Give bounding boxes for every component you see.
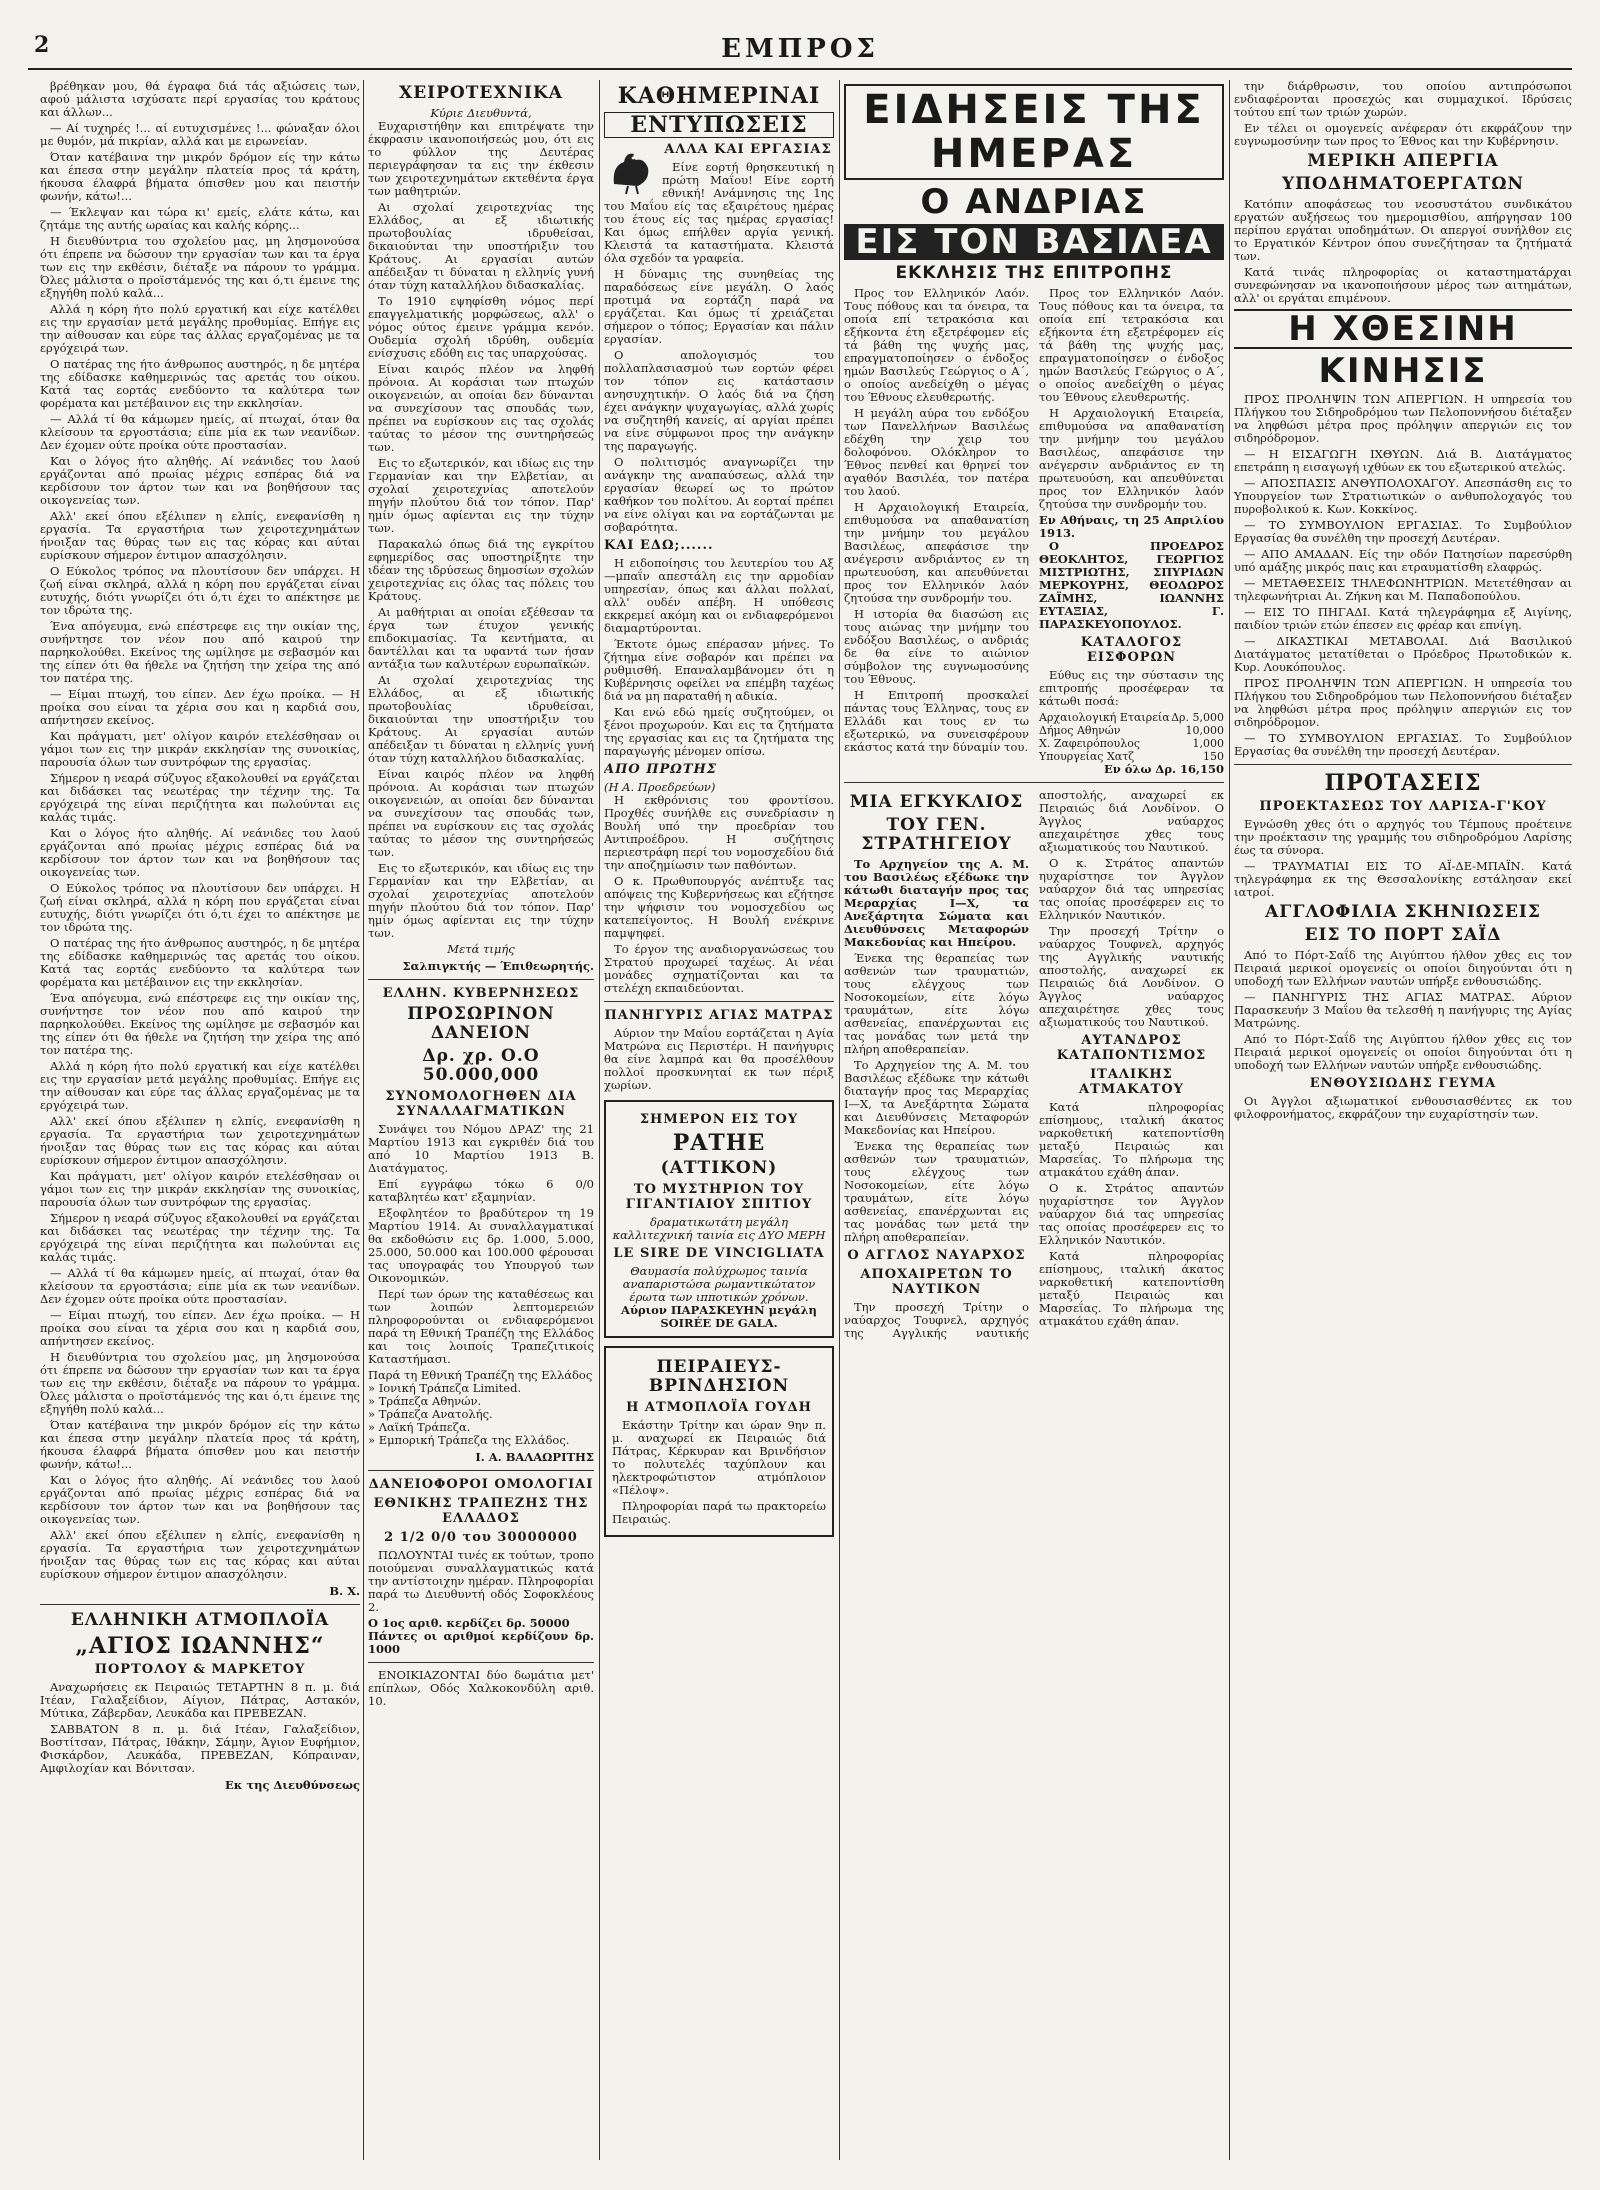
section-heading: ΚΑΘΗΜΕΡΙΝΑΙ (617, 83, 821, 109)
column-rule (599, 80, 600, 2160)
paragraph: Από το Πόρτ-Σαΐδ της Αιγύπτου ήλθον χθες εις τον Πειραιά μερικοί ομογενείς οι οποίοι διηγούνται ότι η υποδοχή των Ελλήνων ναυτών υπήρξε ενθουσιώδης. (1234, 1032, 1572, 1072)
paragraph: Ο απολογισμός του πολλαπλασιασμού των εορτών φέρει τον τόπον εις κατάστασιν ανησυχητικήν. Ο λαός διά να ζήση έχει ανάγκην ψυχαγωγίας, αλλά χωρίς να συζητηθή κανείς, αί αργίαι πρέπει να είνε σύμφωνοι προς την ανάγκην της παραγωγής. (604, 348, 834, 453)
paragraph: Και ο λόγος ήτο αληθής. Αί νεάνιδες του λαού εργάζονται από πρωίας μέχρις εσπέρας διά να κερδίσουν τον άρτον των και να βοηθήσουν τας οικογενείας των. (40, 826, 360, 879)
paragraph: την διάρθρωσιν, του οποίου αντιπρόσωποι ενδιαφέρονται προσεχώς και συμμαχικοί. Ιδρύσεις τούτου επί των τριών χωρών. (1234, 80, 1572, 119)
ad-heading: ΕΛΛΗΝΙΚΗ ΑΤΜΟΠΛΟΪΑ (70, 1610, 330, 1630)
ad-text: Περί των όρων της καταθέσεως και των λοιπών λεπτομερειών πληροφορούνται οι ενδιαφερόμενοι παρά τη Εθνική Τραπέζη της Ελλάδος και τοις λοιποίς Τραπεζιτικοίς Καταστήμασι. (368, 1287, 594, 1366)
paragraph: Το έργον της αναδιοργανώσεως του Στρατού προχωρεί ταχέως. Αι νέαι μονάδες σχηματίζονται και τα στελέχη εκπαιδεύονται. (604, 942, 834, 995)
paragraph: Η εκθρόνισις του φροντίσου. Προχθές συνήλθε εις συνεδρίασιν η Βουλή υπό την προεδρίαν του Αντιπροέδρου. Η συζήτησις περιεστράφη περί του νομοσχεδίου διά την αποζημίωσιν των παθόντων. (604, 793, 834, 872)
paragraph: Κατά τινάς πληροφορίας οι καταστηματάρχαι συνεφώνησαν να ικανοποιήσουν μέρος των αιτημάτων, αλλ' οι εργάται επιμένουν. (1234, 265, 1572, 305)
ad-text: Πληροφορίαι παρά τω πρακτορείω Πειραιώς. (612, 1499, 826, 1526)
list-item: Δήμος Αθηνών 10,000 (1039, 724, 1224, 737)
article-heading: ΑΠΟ ΠΡΩΤΗΣ (604, 762, 717, 777)
paragraph: Αύριον την Μαΐου εορτάζεται η Αγία Ματρώνα εις Περιστέρι. Η πανήγυρις θα είνε λαμπρά και θα προσέλθουν πολλοί προσκυνηταί εκ των πέριξ χωρίων. (604, 1026, 834, 1092)
ad-list-item: Παρά τη Εθνική Τραπέζη της Ελλάδος (368, 1368, 593, 1382)
cinema-ad (604, 1100, 834, 1338)
divider (368, 1470, 594, 1471)
paragraph: Από το Πόρτ-Σαΐδ της Αιγύπτου ήλθον χθες εις τον Πειραιά μερικοί ομογενείς οι οποίοι διηγούνται ότι η υποδοχή των Ελλήνων ναυτών υπήρξε ενθουσιώδης. (1234, 948, 1572, 988)
article-heading: ΜΙΑ ΕΓΚΥΚΛΙΟΣ (849, 792, 1024, 812)
paragraph: — Αλλά τί θα κάμωμεν ημείς, αί πτωχαί, όταν θα κλείσουν τα εργοστάσια; είπε μία εκ των νεανίδων. Δεν έχομεν ούτε προίκα ούτε προστασίαν. (40, 412, 360, 452)
ad-text: ΕΝΟΙΚΙΑΖΟΝΤΑΙ δύο δωμάτια μετ' επίπλων, Οδός Χαλκοκονδύλη αριθ. 10. (368, 1668, 594, 1708)
article-heading: ΑΥΤΑΝΔΡΟΣ ΚΑΤΑΠΟΝΤΙΣΜΟΣ (1056, 1033, 1207, 1063)
date-line: Εν Αθήναις, τη 25 Απριλίου 1913. (1039, 513, 1224, 540)
ad-subheading: ΣΥΝΟΜΟΛΟΓΗΘΕΝ ΔΙΑ ΣΥΝΑΛΛΑΓΜΑΤΙΚΩΝ (385, 1089, 577, 1119)
ad-subheading: LE SIRE DE VINCIGLIATA (613, 1246, 825, 1261)
paragraph: Είνε εορτή θρησκευτική η πρώτη Μαΐου! Είνε εορτή εθνική! Ανάμνησις της 1ης του Μαΐου είς τας εξαιρέτους ημέρας του έτους είς τας ημέρας εργασίας! Και όμως επήλθεν αργία γενική. Κλειστά τα καταστήματα. Κλειστά όλα σχεδόν τα γραφεία. (604, 160, 834, 265)
ad-text: δραματικωτάτη μεγάλη καλλιτεχνική ταινία εις ΔΥΟ ΜΕΡΗ (612, 1215, 826, 1242)
paragraph: Ο Εύκολος τρόπος να πλουτίσουν δεν υπάρχει. Η ζωή είναι σκληρά, αλλά η κόρη που εργάζεται είναι ευτυχής, διότι γνωρίζει ότι ό,τι έχει το απέκτησε με τον ιδρώτα της. (40, 564, 360, 617)
paragraph: Η διευθύντρια του σχολείου μας, μη λησμονούσα ότι έπρεπε να δώσουν την εργασίαν των και τα έργα των εις την εκθέσιν, διέταξε να πάρουν το γράμμα. Όλες μάλιστα ο προϊστάμενός της και ό,τι έμεινε της εξηγήθη πολύ καλά... (40, 234, 360, 300)
column-rule (363, 80, 364, 2160)
article-heading: ΠΑΝΗΓΥΡΙΣ ΑΓΙΑΣ ΜΑΤΡΑΣ (604, 1008, 834, 1023)
headline: Ο ΑΝΔΡΙΑΣ (920, 182, 1148, 222)
article-heading: ΕΝΘΟΥΣΙΩΔΗΣ ΓΕΥΜΑ (1309, 1076, 1497, 1091)
section-heading: Η ΧΘΕΣΙΝΗ (1234, 309, 1572, 349)
divider (1234, 764, 1572, 765)
paragraph: Παρακαλώ όπως διά της εγκρίτου εφημερίδος σας υποστηρίξητε την ιδέαν της ιδρύσεως δημοσίων σχολών χειροτεχνίας εις όλας τας πόλεις του Κράτους. (368, 537, 594, 603)
article-heading: ΑΠΟΧΑΙΡΕΤΩΝ ΤΟ ΝΑΥΤΙΚΟΝ (860, 1267, 1013, 1297)
paragraph: Προς τον Ελληνικόν Λαόν. Τους πόθους και τα όνειρα, τα οποία επί τετρακόσια και εξήκοντα έτη εξετρέφομεν είς τά βάθη της ψυχής μας, επραγματοποίησεν ο ένδοξος ημών Βασιλεύς Γεώργιος ο Α΄, ο οποίος ανεδείχθη ο μέγας του Έθνους ελευθερωτής. (1039, 286, 1224, 404)
ad-subheading: ΕΘΝΙΚΗΣ ΤΡΑΠΕΖΗΣ ΤΗΣ ΕΛΛΑΔΟΣ (373, 1496, 589, 1526)
page-number: 2 (34, 32, 50, 58)
ad-heading: ΕΛΛΗΝ. ΚΥΒΕΡΝΗΣΕΩΣ (382, 986, 580, 1001)
article-body (844, 789, 1224, 1340)
ad-text: Επί εγγράφω τόκω 6 0/0 καταβλητέω κατ' εξαμηνίαν. (368, 1177, 594, 1204)
paragraph: Αλλ' εκεί όπου εξέλιπεν η ελπίς, ενεφανίσθη η εργασία. Τα εργαστήρια των χειροτεχνημάτων ήνοιξαν τας θύρας των εις τας κόρας και αύται ευρίσκουν σήμερον έντιμον απασχόλησιν. (40, 509, 360, 562)
paragraph: Και ο λόγος ήτο αληθής. Αί νεάνιδες του λαού εργάζονται από πρωίας μέχρις εσπέρας διά να κερδίσουν τον άρτον των και να βοηθήσουν τας οικογενείας των. (40, 454, 360, 507)
paragraph: Εύθυς εις την σύστασιν της επιτροπής προσέφεραν τα κάτωθι ποσά: (1039, 668, 1224, 708)
shipping-ad (604, 1346, 834, 1537)
masthead (28, 28, 1572, 70)
article-heading: ΤΟΥ ΓΕΝ. ΣΤΡΑΤΗΓΕΙΟΥ (861, 815, 1012, 854)
paragraph: Εις το εξωτερικόν, και ιδίως εις την Γερμανίαν και την Ελβετίαν, αι σχολαί χειροτεχνίας αποτελούν πηγήν πλούτου διά τον τόπον. Παρ' ημίν όμως αφίενται εις την τύχην των. (368, 456, 594, 535)
paragraph: Εγνώσθη χθες ότι ο αρχηγός του Τέμπους προέτεινε την προέκτασιν της γραμμής του σιδηροδρόμου Λαρίσης έως τα σύνορα. (1234, 817, 1572, 857)
article-heading: ΙΤΑΛΙΚΗΣ ΑΤΜΑΚΑΤΟΥ (1079, 1067, 1184, 1097)
divider (368, 1662, 594, 1663)
ad-text: ΣΑΒΒΑΤΟΝ 8 π. μ. διά Ιτέαν, Γαλαξείδιον, Βοστίτσαν, Πάτρας, Ιθάκην, Σάμην, Άγιον Ευφήμιον, Φισκάρδον, Λευκάδα, ΠΡΕΒΕΖΑΝ, Κόπραιναν, Αμφιλοχίαν και Βόνιτσαν. (40, 1722, 360, 1775)
ad-sign: Εκ της Διευθύνσεως (224, 1778, 360, 1792)
paragraph: — ΑΠΟΣΠΑΣΙΣ ΑΝΘΥΠΟΛΟΧΑΓΟΥ. Απεσπάσθη εις το Υπουργείον των Στρατιωτικών ο ανθυπολοχαγός του πυροβολικού κ. Κων. Κοκκίνος. (1234, 476, 1572, 516)
paragraph: — Είμαι πτωχή, του είπεν. Δεν έχω προίκα. — Η προίκα σου είναι τα χέρια σου και η καρδιά σου, απήντησεν εκείνος. (40, 687, 360, 727)
ad-subheading: Η ΑΤΜΟΠΛΟΪΑ ΓΟΥΔΗ (626, 1400, 812, 1415)
paragraph: Όταν κατέβαινα την μικρόν δρόμον είς την κάτω και έπεσα στην μεγάλην πλατεία προς τά κράτη, ήκουσα έλαφρά βήματα όπισθεν μου και πειστήν φωνήν, κάτω!... (40, 150, 360, 203)
ad-subheading: (ΑΤΤΙΚΟΝ) (660, 1158, 778, 1178)
ad-heading: ΔΑΝΕΙΟΦΟΡΟΙ ΟΜΟΛΟΓΙΑΙ (368, 1477, 594, 1492)
paragraph: Είναι καιρός πλέον να ληφθή πρόνοια. Αι κοράσιαι των πτωχών οικογενειών, αι οποίαι δεν δύνανται να συνεχίσουν τας σπουδάς των, πρέπει να ευρίσκουν εις τας σχολάς ταύτας το μέσον της συντηρήσεώς των. (368, 362, 594, 454)
article-heading: ΚΑΙ ΕΔΩ;...... (604, 538, 714, 553)
paragraph: Την προσεχή Τρίτην ο ναύαρχος Τουφνελ, αρχηγός της Αγγλικής ναυτικής αποστολής, αναχωρεί εκ Πειραιώς διά Λονδίνον. Ο Άγγλος ναύαρχος απεχαιρέτησε χθες τους αξιωματικούς του Ναυτικού. (1039, 924, 1224, 1029)
paragraph: Η Επιτροπή προσκαλεί πάντας τους Έλληνας, τους εν Ελλάδι και τους εν τω εξωτερικώ, να συνεισφέρουν εκάστος κατά την δύναμίν του. (844, 688, 1029, 754)
ad-text: Θαυμασία πολύχρωμος ταινία αναπαριστώσα ρωμαντικώτατον έρωτα των ιπποτικών χρόνων. (622, 1264, 816, 1304)
ad-heading: ΠΕΙΡΑΙΕΥΣ-ΒΡΙΝΔΗΣΙΟΝ (648, 1357, 790, 1396)
list-heading: ΚΑΤΑΛΟΓΟΣ ΕΙΣΦΟΡΩΝ (1080, 635, 1183, 665)
paragraph: βρέθηκαν μου, θά έγραφα διά τάς αξιώσεις των, αφού μάλιστα ισχύσατε περί εργασίας του κράτους και άλλων... (40, 80, 360, 119)
paragraph: Ο πατέρας της ήτο άνθρωπος αυστηρός, η δε μητέρα της εδίδασκε καθημερινώς τας αρετάς του οίκου. Κατά τας εορτάς ενεδύοντο τα καλύτερα των φορέματα και μετέβαινον εις την εκκλησίαν. (40, 936, 360, 989)
column-4 (844, 80, 1224, 2170)
paragraph: Όταν κατέβαινα την μικρόν δρόμον είς την κάτω και έπεσα στην μεγάλην πλατεία προς τά κράτη, ήκουσα έλαφρά βήματα όπισθεν μου και πειστήν φωνήν, κάτω!... (40, 1418, 360, 1471)
article-heading: ΜΕΡΙΚΗ ΑΠΕΡΓΙΑ (1307, 151, 1499, 171)
paragraph: Η Αρχαιολογική Εταιρεία, επιθυμούσα να απαθανατίση την μνήμην του μεγάλου Βασιλέως, απεφάσισε την ανέγερσιν ανδριάντος εν τη πρωτευούση, και απευθύνεται προς τον Ελληνικόν λαόν ζητούσα την συνδρομήν του. (1039, 406, 1224, 511)
paragraph: Εν τέλει οι ομογενείς ανέφεραν ότι εκφράζουν την ευγνωμοσύνην των προς το Έθνος και την Κυβέρνησιν. (1234, 121, 1572, 148)
paragraph: Ένα απόγευμα, ενώ επέστρεφε εις την οικίαν της, συνήντησε τον νέον που από καιρού την παρηκολούθει. Εκείνος της ωμίλησε με σεβασμόν και της είπεν ότι θα ήθελε να ζητήση την χείρα της από τον πατέρα της. (40, 619, 360, 685)
paragraph: Αλλά η κόρη ήτο πολύ εργατική και είχε κατέλθει εις την εργασίαν μετά μεγάλης προθυμίας. Επήγε εις την αίθουσαν και εύρε τας άλλας εργαζομένας με τα εργόχειρά των. (40, 1059, 360, 1112)
paragraph: — ΤΟ ΣΥΜΒΟΥΛΙΟΝ ΕΡΓΑΣΙΑΣ. Το Συμβούλιον Εργασίας θα συνέλθη την προσεχή Δευτέραν. (1234, 518, 1572, 545)
paragraph: Κατά πληροφορίας επίσημους, ιταλική άκατος ναρκοθετική κατεποντίσθη μεταξύ Πειραιώς και Μαρσεΐας. Το πλήρωμα της ατμακάτου εχάθη άπαν. (1039, 1249, 1224, 1328)
newspaper-title: ΕΜΠΡΟΣ (721, 34, 879, 64)
article-heading: ΥΠΟΔΗΜΑΤΟΕΡΓΑΤΩΝ (1281, 174, 1525, 194)
paragraph: Εις το εξωτερικόν, και ιδίως εις την Γερμανίαν και την Ελβετίαν, αι σχολαί χειροτεχνίας αποτελούν πηγήν πλούτου διά τον τόπον. Παρ' ημίν όμως αφίενται εις την τύχην των. (368, 861, 594, 940)
column-2 (368, 80, 594, 2170)
paragraph: — Είμαι πτωχή, του είπεν. Δεν έχω προίκα. — Η προίκα σου είναι τα χέρια σου και η καρδιά σου, απήντησεν εκείνος. (40, 1308, 360, 1348)
column-1 (40, 80, 360, 2170)
paragraph: — ΠΑΝΗΓΥΡΙΣ ΤΗΣ ΑΓΙΑΣ ΜΑΤΡΑΣ. Αύριον Παρασκευήν 3 Μαΐου θα τελεσθή η πανήγυρις της Αγίας Ματρώνης. (1234, 990, 1572, 1030)
paragraph: Η δύναμις της συνηθείας της παραδόσεως είνε μεγάλη. Ο λαός προτιμά να εορτάζη παρά να εργάζεται. Και όμως τί χρειάζεται σήμερον ο τόπος; Εργασίαν και πάλιν εργασίαν. (604, 267, 834, 346)
paragraph: Το Αρχηγείον της Α. Μ. του Βασιλέως εξέδωκε την κάτωθι διαταγήν προς τας Μεραρχίας Ι—Χ, τα Ανεξάρτητα Σώματα και Διευθύνσεις Μεταφορών Μακεδονίας και Ηπείρου. (844, 857, 1029, 949)
committee-list: Ο ΠΡΟΕΔΡΟΣ ΘΕΟΚΛΗΤΟΣ, ΓΕΩΡΓΙΟΣ ΜΙΣΤΡΙΩΤΗΣ, ΣΠΥΡΙΔΩΝ ΜΕΡΚΟΥΡΗΣ, ΘΕΟΔΩΡΟΣ ΖΑΪΜΗΣ, ΙΩΑΝΝΗΣ ΕΥΤΑΞΙΑΣ, Γ. ΠΑΡΑΣΚΕΥΟΠΟΥΛΟΣ. (1039, 539, 1224, 631)
paragraph: Ένεκα της θεραπείας των ασθενών των τραυματιών, τους ελέγχους των Νοσοκομείων, είτε λόγω τραυμάτων, είτε λόγω ασθενείας, επανέρχωνται εις τας μονάδας των μετά την πλήρη αποθεραπείαν. (844, 1139, 1029, 1244)
ad-list-item: » Τράπεζα Αθηνών. (368, 1394, 482, 1408)
paragraph: — ΕΙΣ ΤΟ ΠΗΓΑΔΙ. Κατά τηλεγράφημα εξ Αιγίνης, παιδίον τριών ετών έπεσεν εις φρέαρ και επνίγη. (1234, 605, 1572, 632)
ad-heading: ΠΡΟΣΩΡΙΝΟΝ ΔΑΝΕΙΟΝ (407, 1004, 555, 1043)
paragraph: Κατόπιν αποφάσεως του νεοσυστάτου συνδικάτου εργατών αυξήσεως του ημερομισθίου, απήργησαν 100 περίπου εργάται υποδημάτων. Οι απεργοί συνήλθον εις το Εργατικόν Κέντρον όπου συνεζήτησαν τα ζητήματά των. (1234, 197, 1572, 263)
paragraph: Ο κ. Στράτος απαντών ηυχαρίστησε τον Άγγλον ναύαρχον διά τας υπηρεσίας τας οποίας προσέφερεν εις το Ελληνικόν Ναυτικόν. (1039, 1181, 1224, 1247)
paragraph: Ευχαριστήθην και επιτρέψατε την έκφρασιν ικανοποιήσεώς μου, ότι εις το φύλλον της Δευτέρας περιεγράφησαν τα εις την έκθεσιν των χειροτεχνημάτων εκτεθέντα έργα των μαθητριών. (368, 119, 594, 198)
ad-subheading: ΠΟΡΤΟΛΟΥ & ΜΑΡΚΕΤΟΥ (94, 1662, 306, 1677)
paragraph: Αι μαθήτριαι αι οποίαι εξέθεσαν τα έργα των έτυχον γενικής επιδοκιμασίας. Τα κεντήματα, αι δαντέλλαι και τα υφαντά των ήσαν αντάξια των καλυτέρων ευρωπαϊκών. (368, 605, 594, 671)
list-item: Αρχαιολογική Εταιρεία Δρ. 5,000 (1039, 711, 1224, 724)
article-heading: ΑΓΓΛΟΦΙΛΙΑ ΣΚΗΝΙΩΣΕΙΣ (1265, 902, 1541, 922)
ad-text: Αύριον ΠΑΡΑΣΚΕΥΗΝ μεγάλη SOIRÉE DE GALA. (621, 1303, 817, 1330)
article-heading: ΠΡΟΕΚΤΑΣΕΩΣ ΤΟΥ ΛΑΡΙΣΑ-Γ'ΚΟΥ (1259, 799, 1547, 814)
paragraph: Είναι καιρός πλέον να ληφθή πρόνοια. Αι κοράσιαι των πτωχών οικογενειών, αι οποίαι δεν δύνανται να συνεχίσουν τας σπουδάς των, πρέπει να ευρίσκουν εις τας σχολάς ταύτας το μέσον της συντηρήσεώς των. (368, 767, 594, 859)
paragraph: — Η ΕΙΣΑΓΩΓΗ ΙΧΘΥΩΝ. Διά Β. Διατάγματος επετράπη η εισαγωγή ιχθύων εκ του εξωτερικού ατελώς. (1234, 447, 1572, 474)
article-heading: ΧΕΙΡΟΤΕΧΝΙΚΑ (399, 83, 563, 103)
section-heading: ΕΝΤΥΠΩΣΕΙΣ (604, 112, 834, 138)
paragraph: Και πράγματι, μετ' ολίγον καιρόν ετελέσθησαν οι γάμοι των εις την μικράν εκκλησίαν της συνοικίας, παρουσία όλων των συντρόφων της εργασίας. (40, 729, 360, 769)
ad-text: Πάντες οι αριθμοί κερδίζουν δρ. 1000 (368, 1629, 594, 1656)
article-body (844, 287, 1224, 776)
ad-amount: Δρ. χρ. Ο.Ο 50.000,000 (422, 1046, 540, 1085)
paragraph: Ο κ. Πρωθυπουργός ανέπτυξε τας απόψεις της Κυβερνήσεως και εζήτησε την ψήφισιν του νομοσχεδίου ως κατεπείγοντος. Η Βουλή ενέκρινε παμψηφεί. (604, 874, 834, 940)
paragraph: Αι σχολαί χειροτεχνίας της Ελλάδος, αι εξ ιδιωτικής πρωτοβουλίας ιδρυθείσαι, δικαιούνται την υποστήριξιν του Κράτους. Αι εργασίαι αυτών απέδειξαν τι δύναται η ελληνίς γυνή όταν τύχη καταλλήλου διδασκαλίας. (368, 200, 594, 292)
signer: Σαλπιγκτής — Έπιθεωρητής. (402, 959, 594, 973)
paragraph: Σήμερον η νεαρά σύζυγος εξακολουθεί να εργάζεται και διδάσκει τας νεωτέρας την τέχνην της. Τα εργόχειρά της είναι περιζήτητα και πωλούνται εις καλάς τιμάς. (40, 1211, 360, 1264)
column-3 (604, 80, 834, 2170)
ad-list-item: » Τράπεζα Ανατολής. (368, 1407, 493, 1421)
paragraph: — ΔΙΚΑΣΤΙΚΑΙ ΜΕΤΑΒΟΛΑΙ. Διά Βασιλικού Διατάγματος μετατίθεται ο Πρόεδρος Πρωτοδικών κ. Κυρ. Λουκόπουλος. (1234, 634, 1572, 674)
paragraph: — Αί τυχηρές !... αί ευτυχισμένες !... φώναξαν όλοι με θυμόν, μά πικρίαν, αλλά και με ειρωνείαν. (40, 121, 360, 148)
paragraph: — ΤΡΑΥΜΑΤΙΑΙ ΕΙΣ ΤΟ ΑΪ-ΔΕ-ΜΠΑΪΝ. Κατά τηλεγράφημα εκ της Θεσσαλονίκης εστάλησαν εκεί ιατροί. (1234, 859, 1572, 899)
paragraph: — ΤΟ ΣΥΜΒΟΥΛΙΟΝ ΕΡΓΑΣΙΑΣ. Το Συμβούλιον Εργασίας θα συνέλθη την προσεχή Δευτέραν. (1234, 731, 1572, 758)
divider (604, 1001, 834, 1002)
paragraph: Και πράγματι, μετ' ολίγον καιρόν ετελέσθησαν οι γάμοι των εις την μικράν εκκλησίαν της συνοικίας, παρουσία όλων των συντρόφων της εργασίας. (40, 1169, 360, 1209)
paragraph: — ΜΕΤΑΘΕΣΕΙΣ ΤΗΛΕΦΩΝΗΤΡΙΩΝ. Μετετέθησαν αι τηλεφωνήτριαι Αι. Ζήκνη και Μ. Παπαδοπούλου. (1234, 576, 1572, 603)
headline: ΕΙΣ ΤΟΝ ΒΑΣΙΛΕΑ (844, 224, 1224, 260)
paragraph: Το Αρχηγείον της Α. Μ. του Βασιλέως εξέδωκε την κάτωθι διαταγήν προς τας Μεραρχίας Ι—Χ, τα Ανεξάρτητα Σώματα και Διευθύνσεις Μεταφορών Μακεδονίας και Ηπείρου. (844, 1058, 1029, 1137)
paragraph: ΠΡΟΣ ΠΡΟΛΗΨΙΝ ΤΩΝ ΑΠΕΡΓΙΩΝ. Η υπηρεσία του Πλήγκου του Σιδηροδρόμου των Πελοποννήσου διέταξεν να ληφθώσι μέτρα προς πρόληψιν απεργιών εις τον σιδηρόδρομον. (1234, 676, 1572, 729)
article-subheading: (Η Α. Προεδρεύων) (604, 780, 716, 794)
article-subheading: ΑΛΛΑ ΚΑΙ ΕΡΓΑΣΙΑΣ (664, 142, 832, 157)
paragraph: Ο πατέρας της ήτο άνθρωπος αυστηρός, η δε μητέρα της εδίδασκε καθημερινώς τας αρετάς του οίκου. Κατά τας εορτάς ενεδύοντο τα καλύτερα των φορέματα και μετέβαινον εις την εκκλησίαν. (40, 357, 360, 410)
paragraph: Η ειδοποίησις του λευτερίου του Αξ—μπαΐν απεστάλη εις την αρμοδίαν υπηρεσίαν, όπως και άλλαι πολλαί, αλλ' ουδέν απέβη. Η υπόθεσις εκκρεμεί ακόμη και οι ενδιαφερόμενοι διαμαρτύρονται. (604, 556, 834, 635)
column-rule (1229, 80, 1230, 2160)
paragraph: Η μεγάλη αύρα του ενδόξου των Πανελλήνων Βασιλέως εδέχθη την χειρ του δολοφόνου. Ολόκληρον το Έθνος πενθεί και θρηνεί τον αγαθόν Βασιλέα, τον πατέρα του λαού. (844, 406, 1029, 498)
divider (40, 1604, 360, 1605)
signature: Β. Χ. (329, 1584, 360, 1598)
ad-text: ΠΩΛΟΥΝΤΑΙ τινές εκ τούτων, τροπο ποιούμεναι συναλλαγματικώς κατά την αντίστοιχην ημέραν. Πληροφορίαι παρά τω Διευθυντή οδός Σοφοκλέους 2. (368, 1548, 594, 1614)
paragraph: Ο πολιτισμός αναγνωρίζει την ανάγκην της αναπαύσεως, αλλά την εργασίαν θεωρεί ως το πρώτον καθήκον του πολίτου. Αι εορταί πρέπει να είνε ολίγαι και να εορτάζωνται με σοβαρότητα. (604, 455, 834, 534)
ad-text: Ο 1ος αριθ. κερδίζει δρ. 50000 (368, 1616, 570, 1630)
article-heading: ΕΙΣ ΤΟ ΠΟΡΤ ΣΑΪΔ (1304, 925, 1502, 945)
paragraph: Κατά πληροφορίας επίσημους, ιταλική άκατος ναρκοθετική κατεποντίσθη μεταξύ Πειραιώς και Μαρσεΐας. Το πλήρωμα της ατμακάτου εχάθη άπαν. (1039, 1100, 1224, 1179)
paragraph: Ο Εύκολος τρόπος να πλουτίσουν δεν υπάρχει. Η ζωή είναι σκληρά, αλλά η κόρη που εργάζεται είναι ευτυχής, διότι γνωρίζει ότι ό,τι έχει το απέκτησε με τον ιδρώτα της. (40, 881, 360, 934)
section-heading: ΚΙΝΗΣΙΣ (1318, 351, 1488, 391)
paragraph: Έκτοτε όμως επέρασαν μήνες. Το ζήτημα είνε σοβαρόν και πρέπει να ρυθμισθή. Επαναλαμβάνομεν ότι η Κυβέρνησις οφείλει να επέμβη ταχέως διά να μη παραταθή η αδικία. (604, 637, 834, 703)
paragraph: Το 1910 εψηφίσθη νόμος περί επαγγελματικής μορφώσεως, αλλ' ο νόμος ούτος έμεινε γράμμα κενόν. Ουδεμία σχολή ιδρύθη, ουδεμία ενίσχυσις εδόθη εις τας υπαρχούσας. (368, 294, 594, 360)
paragraph: Οι Άγγλοι αξιωματικοί ενθουσιασθέντες εκ του φιλοφρονήματος, εκφράζουν την ευχαρίστησίν των. (1234, 1094, 1572, 1121)
paragraph: Η Αρχαιολογική Εταιρεία, επιθυμούσα να απαθανατίση την μνήμην του μεγάλου Βασιλέως, απεφάσισε την ανέγερσιν ανδριάντος εν τη πρωτευούση, και απευθύνεται προς τον Ελληνικόν λαόν ζητούσα την συνδρομήν του. (844, 500, 1029, 605)
ad-subheading: 2 1/2 0/0 του 30000000 (384, 1530, 578, 1545)
paragraph: Σήμερον η νεαρά σύζυγος εξακολουθεί να εργάζεται και διδάσκει τας νεωτέρας την τέχνην της. Τα εργόχειρά της είναι περιζήτητα και πωλούνται εις καλάς τιμάς. (40, 771, 360, 824)
divider (368, 979, 594, 980)
paragraph: ΠΡΟΣ ΠΡΟΛΗΨΙΝ ΤΩΝ ΑΠΕΡΓΙΩΝ. Η υπηρεσία του Πλήγκου του Σιδηροδρόμου των Πελοποννήσου διέταξεν να ληφθώσι μέτρα προς πρόληψιν απεργιών εις τον σιδηρόδρομον. (1234, 392, 1572, 445)
column-5 (1234, 80, 1572, 2170)
ad-list-item: » Εμπορική Τράπεζα της Ελλάδος. (368, 1433, 570, 1447)
divider (844, 782, 1224, 783)
ad-heading: ΡΑΤΗΕ (672, 1130, 766, 1156)
ad-sign: Ι. Α. ΒΑΛΑΩΡΙΤΗΣ (475, 1450, 594, 1464)
paragraph: Ο κ. Στράτος απαντών ηυχαρίστησε τον Άγγλον ναύαρχον διά τας υπηρεσίας τας οποίας προσέφερεν εις το Ελληνικόν Ναυτικόν. (1039, 856, 1224, 922)
paragraph: Προς τον Ελληνικόν Λαόν. Τους πόθους και τα όνειρα, τα οποία επί τετρακόσια και εξήκοντα έτη εξετρέφομεν είς τά βάθη της ψυχής μας, επραγματοποίησεν ο ένδοξος ημών Βασιλεύς Γεώργιος ο Α΄, ο οποίος ανεδείχθη ο μέγας του Έθνους ελευθερωτής. (844, 286, 1029, 404)
list-total: Εν όλω Δρ. 16,150 (1103, 762, 1224, 776)
paragraph: Αλλ' εκεί όπου εξέλιπεν η ελπίς, ενεφανίσθη η εργασία. Τα εργαστήρια των χειροτεχνημάτων ήνοιξαν τας θύρας των εις τας κόρας και αύται ευρίσκουν σήμερον έντιμον απασχόλησιν. (40, 1114, 360, 1167)
ad-heading: „ΑΓΙΟΣ ΙΩΑΝΝΗΣ“ (75, 1633, 325, 1659)
section-heading: ΕΙΔΗΣΕΙΣ ΤΗΣ ΗΜΕΡΑΣ (844, 84, 1224, 180)
paragraph: Και ο λόγος ήτο αληθής. Αί νεάνιδες του λαού εργάζονται από πρωίας μέχρις εσπέρας διά να κερδίσουν τον άρτον των και να βοηθήσουν τας οικογενείας των. (40, 1473, 360, 1526)
article-heading: Ο ΑΓΓΛΟΣ ΝΑΥΑΡΧΟΣ (847, 1248, 1026, 1263)
paragraph: Ένα απόγευμα, ενώ επέστρεφε εις την οικίαν της, συνήντησε τον νέον που από καιρού την παρηκολούθει. Εκείνος της ωμίλησε με σεβασμόν και της είπεν ότι θα ήθελε να ζητήση την χείρα της από τον πατέρα της. (40, 991, 360, 1057)
paragraph: — Αλλά τί θα κάμωμεν ημείς, αί πτωχαί, όταν θα κλείσουν τα εργοστάσια; είπε μία εκ των νεανίδων. Δεν έχομεν ούτε προίκα ούτε προστασίαν. (40, 1266, 360, 1306)
paragraph: Αι σχολαί χειροτεχνίας της Ελλάδος, αι εξ ιδιωτικής πρωτοβουλίας ιδρυθείσαι, δικαιούνται την υποστήριξιν του Κράτους. Αι εργασίαι αυτών απέδειξαν τι δύναται η ελληνίς γυνή όταν τύχη καταλλήλου διδασκαλίας. (368, 673, 594, 765)
article-heading: ΠΡΟΤΑΣΕΙΣ (1324, 770, 1482, 796)
ad-text: Αναχωρήσεις εκ Πειραιώς ΤΕΤΑΡΤΗΝ 8 π. μ. διά Ιτέαν, Γαλαξείδιον, Αίγιον, Πάτρας, Αστακόν, Μύτικα, Ζάβερδαν, Λευκάδα και ΠΡΕΒΕΖΑΝ. (40, 1680, 360, 1720)
ad-text: Εκάστην Τρίτην και ώραν 9ην π. μ. αναχωρεί εκ Πειραιώς διά Πάτρας, Κέρκυραν και Βρινδήσιον το πολυτελές ταχύπλουν και ηλεκτροφώτιστον ατμόπλοιον «Πέλοψ». (612, 1418, 826, 1497)
paragraph: Αλλ' εκεί όπου εξέλιπεν η ελπίς, ενεφανίσθη η εργασία. Τα εργαστήρια των χειροτεχνημάτων ήνοιξαν τας θύρας των εις τας κόρας και αύται ευρίσκουν σήμερον έντιμον απασχόλησιν. (40, 1528, 360, 1581)
ad-text: Εξοφλητέον το βραδύτερον τη 19 Μαρτίου 1914. Αι συναλλαγματικαί θα εκδοθώσιν εις δρ. 1.000, 5.000, 25.000, 50.000 και 100.000 φέρουσαι τας υπογραφάς του Υπουργού των Οικονομικών. (368, 1206, 594, 1285)
ad-list-item: » Λαϊκή Τράπεζα. (368, 1420, 471, 1434)
subheadline: ΕΚΚΛΗΣΙΣ ΤΗΣ ΕΠΙΤΡΟΠΗΣ (895, 263, 1173, 283)
ad-text: Συνάψει του Νόμου ΔΡΑΖ' της 21 Μαρτίου 1913 και εγκριθέν διά του από 10 Μαρτίου 1913 Β. Διατάγματος. (368, 1122, 594, 1175)
salutation: Κύριε Διευθυντά, (430, 106, 532, 120)
ad-heading: ΣΗΜΕΡΟΝ ΕΙΣ ΤΟΥ (639, 1112, 799, 1127)
paragraph: — Έκλεψαν και τώρα κι' εμείς, ελάτε κάτω, και ζητάμε της αυτής ωραίας και καλής κόρης... (40, 205, 360, 232)
ad-subheading: ΤΟ ΜΥΣΤΗΡΙΟΝ ΤΟΥ ΓΙΓΑΝΤΙΑΙΟΥ ΣΠΙΤΙΟΥ (625, 1182, 813, 1212)
paragraph: Αλλά η κόρη ήτο πολύ εργατική και είχε κατέλθει εις την εργασίαν μετά μεγάλης προθυμίας. Επήγε εις την αίθουσαν και εύρε τας άλλας εργαζομένας με τα εργόχειρά των. (40, 302, 360, 355)
paragraph: Η διευθύντρια του σχολείου μας, μη λησμονούσα ότι έπρεπε να δώσουν την εργασίαν των και τα έργα των εις την εκθέσιν, διέταξε να πάρουν το γράμμα. Όλες μάλιστα ο προϊστάμενός της και ό,τι έμεινε της εξηγήθη πολύ καλά... (40, 1350, 360, 1416)
closing: Μετά τιμής (447, 942, 515, 956)
column-rule (839, 80, 840, 2160)
list-item: Υπουργείας Χατζ 150 (1039, 750, 1224, 763)
paragraph: Ένεκα της θεραπείας των ασθενών των τραυματιών, τους ελέγχους των Νοσοκομείων, είτε λόγω τραυμάτων, είτε λόγω ασθενείας, επανέρχωνται εις τας μονάδας των μετά την πλήρη αποθεραπείαν. (844, 951, 1029, 1056)
paragraph: — ΑΠΟ ΑΜΑΔΑΝ. Είς την οδόν Πατησίων παρεσύρθη υπό αμάξης μικρός παις και ετραυματίσθη ελαφρώς. (1234, 547, 1572, 574)
paragraph: Την προσεχή Τρίτην ο ναύαρχος Τουφνελ, αρχηγός της Αγγλικής ναυτικής αποστολής, αναχωρεί εκ Πειραιώς διά Λονδίνον. Ο Άγγλος ναύαρχος απεχαιρέτησε χθες τους αξιωματικούς του Ναυτικού. (844, 788, 1224, 1340)
ad-list-item: » Ιονική Τράπεζα Limited. (368, 1381, 522, 1395)
rooster-icon (604, 144, 656, 196)
list-item: Χ. Ζαφειρόπουλος 1,000 (1039, 737, 1224, 750)
paragraph: Η ιστορία θα διασώση εις τους αιώνας την μνήμην του ενδόξου Βασιλέως, ο ανδριάς δε θα είνε το αιώνιον σύμβολον της ευγνωμοσύνης του Έθνους. (844, 607, 1029, 686)
paragraph: Και ενώ εδώ ημείς συζητούμεν, οι ξένοι προχωρούν. Και εις τα ζητήματα της εργασίας και εις τα ζητήματα της παραγωγής μένομεν οπίσω. (604, 705, 834, 758)
